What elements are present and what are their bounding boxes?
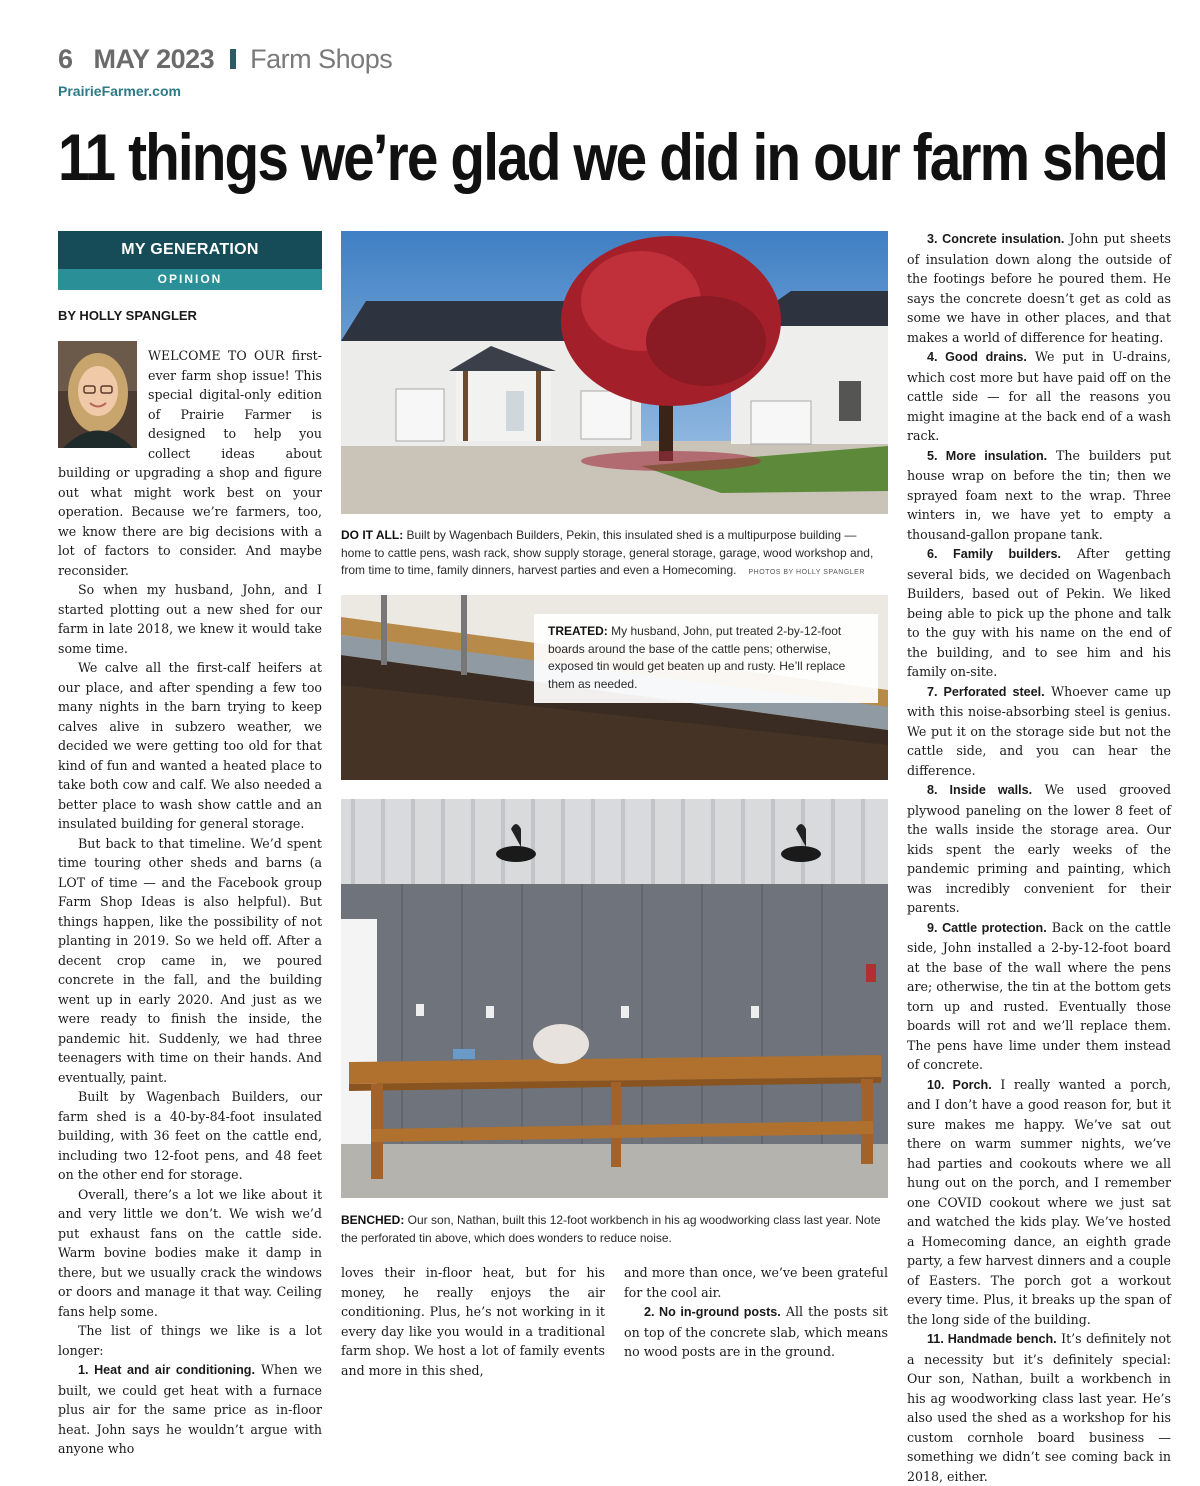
article-column-1 <box>58 346 322 1459</box>
headline: 11 things we’re glad we did in our farm shed <box>58 120 1167 194</box>
byline: BY HOLLY SPANGLER <box>58 308 197 323</box>
list-item-text: Back on the cattle side, John installed a 2-by-12-foot board at the base of the wall where the pens are; otherwise, the tin at the bottom gets torn up and rusted. Eventually those boards will rot and we’ll replace them. The pens have lime under them instead of concrete. <box>907 919 1171 1072</box>
list-item <box>907 229 1171 347</box>
photo-caption-3 <box>341 1212 888 1247</box>
site-link[interactable]: PrairieFarmer.com <box>58 83 181 99</box>
list-item-title: 3. Concrete insulation. <box>927 232 1065 246</box>
list-item-title: 4. Good drains. <box>927 350 1027 364</box>
list-item-title: 6. Family builders. <box>927 547 1061 561</box>
page-number: 6 <box>58 44 73 74</box>
caption-text: Built by Wagenbach Builders, Pekin, this insulated shed is a multipurpose building — home to cattle pens, wash rack, show supply storage, general storage, garage, wood workshop and, from time to time, family dinners, harvest parties and even a Homecoming. <box>341 528 874 577</box>
page-folio <box>58 44 392 75</box>
column-tag-subtitle: OPINION <box>58 269 322 290</box>
caption-text: Our son, Nathan, built this 12-foot workbench in his ag woodworking class last year. Note the perforated tin above, which does wonders to reduce noise. <box>341 1213 881 1245</box>
column-tag-title: MY GENERATION <box>58 231 322 269</box>
list-item <box>907 544 1171 682</box>
list-item-text: Whoever came up with this noise-absorbing steel is genius. We put it on the storage side but not the cattle side, and you can hear the difference. <box>907 683 1171 778</box>
caption-label: DO IT ALL: <box>341 528 404 542</box>
paragraph: loves their in-floor heat, but for his money, he really enjoys the air conditioning. Plus, he’s not working in it every day like you would in a traditional farm shop. We host a lot of family events and more in this shed, <box>341 1265 605 1378</box>
list-item-title: 10. Porch. <box>927 1077 992 1092</box>
list-item-title: 5. More insulation. <box>927 448 1048 463</box>
paragraph: So when my husband, John, and I started plotting out a new shed for our farm in late 2018, we knew it would take some time. <box>58 582 322 656</box>
list-item <box>58 1360 322 1459</box>
photo-credit: PHOTOS BY HOLLY SPANGLER <box>748 569 865 576</box>
issue-date: MAY 2023 <box>93 44 215 74</box>
list-item <box>907 1329 1171 1486</box>
folio-divider <box>230 49 236 69</box>
list-item <box>907 347 1171 446</box>
list-item <box>907 918 1171 1075</box>
article-column-3 <box>624 1263 888 1362</box>
section-name: Farm Shops <box>250 44 393 74</box>
list-item-title: 2. No in-ground posts. <box>644 1305 781 1319</box>
list-item <box>907 1075 1171 1330</box>
list-item <box>624 1302 888 1362</box>
list-item-text: It’s definitely not a necessity but it’s definitely special: Our son, Nathan, built a workbench in his ag woodworking class last year. He’s also used the shed as a workshop for his custom cornhole board business — something we didn’t see coming back in 2018, either. <box>907 1331 1171 1484</box>
workbench-photo <box>341 799 888 1198</box>
lead-paragraph: WELCOME TO OUR first-ever farm shop issue! This special digital-only edition of Prairie Farmer is designed to help you collect ideas about building or upgrading a shop and figure out what might work best on your operation. Because we’re farmers, too, we know there are big decisions with a lot of factors to consider. And maybe reconsider. <box>58 348 322 578</box>
list-item <box>907 682 1171 781</box>
list-item-text: John put sheets of insulation down along the outside of the footings before he poured them. He says the concrete doesn’t get as cold as some we have in other places, and that makes a world of difference for heating. <box>907 231 1171 345</box>
paragraph: But back to that timeline. We’d spent time touring other sheds and barns (a LOT of time — and the Facebook group Farm Shop Ideas is also helpful). But things happen, like the possibility of not planting in 2019. So we held off. After a decent crop came in, we poured concrete in the fall, and the building went up in early 2020. And just as we were ready to finish the inside, the pandemic hit. Suddenly, we had three teenagers with time on their hands. And eventually, paint. <box>58 835 322 1085</box>
paragraph: The list of things we like is a lot longer: <box>58 1323 322 1358</box>
list-item <box>907 446 1171 545</box>
list-item <box>907 780 1171 918</box>
list-item-text: The builders put house wrap on before the tin; then we sprayed foam next to the wrap. Three winters in, we have yet to empty a thousand-gallon propane tank. <box>907 447 1172 542</box>
list-item-title: 1. Heat and air conditioning. <box>78 1363 255 1377</box>
paragraph: Overall, there’s a lot we like about it and very little we don’t. We wish we’d put exhaust fans on the cattle side. Warm bovine bodies make it damp in there, but we usually crack the windows or doors and manage it that way. Ceiling fans help some. <box>58 1186 322 1319</box>
list-item-title: 11. Handmade bench. <box>927 1332 1057 1346</box>
list-item-text: All the posts sit on top of the concrete slab, which means no wood posts are in the ground. <box>624 1304 888 1359</box>
paragraph: We calve all the first-calf heifers at our place, and after spending a few too many nights in the barn trying to keep calves alive in subzero weather, we decided we were getting too old for that kind of fun and wanted a heated place to take both cow and calf. We also needed a better place to wash show cattle and an insulated building for general storage. <box>58 660 322 831</box>
list-item-title: 7. Perforated steel. <box>927 684 1045 699</box>
list-item-text: After getting several bids, we decided on Wagenbach Builders, based out of Pekin. We liked being able to pick up the phone and talk to the guy with his name on the end of the building, and to see him and his family on-site. <box>907 546 1171 679</box>
list-item-text: I really wanted a porch, and I don’t have a good reason for, but it sure makes me happy. We’ve sat out there on warm summer nights, we’ve had parties and cookouts where we all hung out on the porch, and I remember one COVID cookout where we just sat and watched the kids play. We’ve hosted a Homecoming dance, an eighth grade party, a few harvest dinners and a couple of Easters. The porch got a workout every time. Plus, it breaks up the span of the long side of the building. <box>907 1076 1171 1327</box>
column-tag <box>58 231 322 290</box>
list-item-title: 8. Inside walls. <box>927 783 1033 797</box>
shed-photo <box>341 231 888 514</box>
list-item-text: We put in U-drains, which cost more but have paid off on the cattle side — for all the reasons you might imagine at the back end of a wash rack. <box>907 349 1171 443</box>
photo-caption-2 <box>534 614 878 703</box>
caption-text: My husband, John, put treated 2-by-12-foot boards around the base of the cattle pens; otherwise, exposed tin would get beaten up and rusty. He’ll replace them as needed. <box>548 624 846 691</box>
article-column-4 <box>907 229 1171 1486</box>
list-item-text: When we built, we could get heat with a furnace plus air for the same price as in-floor heat. John says he wouldn’t argue with anyone who <box>58 1362 322 1456</box>
list-item-title: 9. Cattle protection. <box>927 920 1047 935</box>
paragraph: and more than once, we’ve been grateful for the cool air. <box>624 1265 888 1300</box>
paragraph: Built by Wagenbach Builders, our farm shed is a 40-by-84-foot insulated building, with 36 feet on the cattle end, including two 12-foot pens, and 48 feet on the other end for storage. <box>58 1089 322 1182</box>
article-column-2 <box>341 1263 605 1380</box>
list-item-text: We used grooved plywood paneling on the lower 8 feet of the walls inside the storage area. Our kids spent the early weeks of the pandemic priming and painting, which was incredibly convenient for their parents. <box>907 782 1172 915</box>
caption-label: TREATED: <box>548 624 608 638</box>
photo-caption-1 <box>341 527 888 582</box>
caption-label: BENCHED: <box>341 1213 405 1227</box>
photo-wrap-spacer <box>58 346 148 449</box>
